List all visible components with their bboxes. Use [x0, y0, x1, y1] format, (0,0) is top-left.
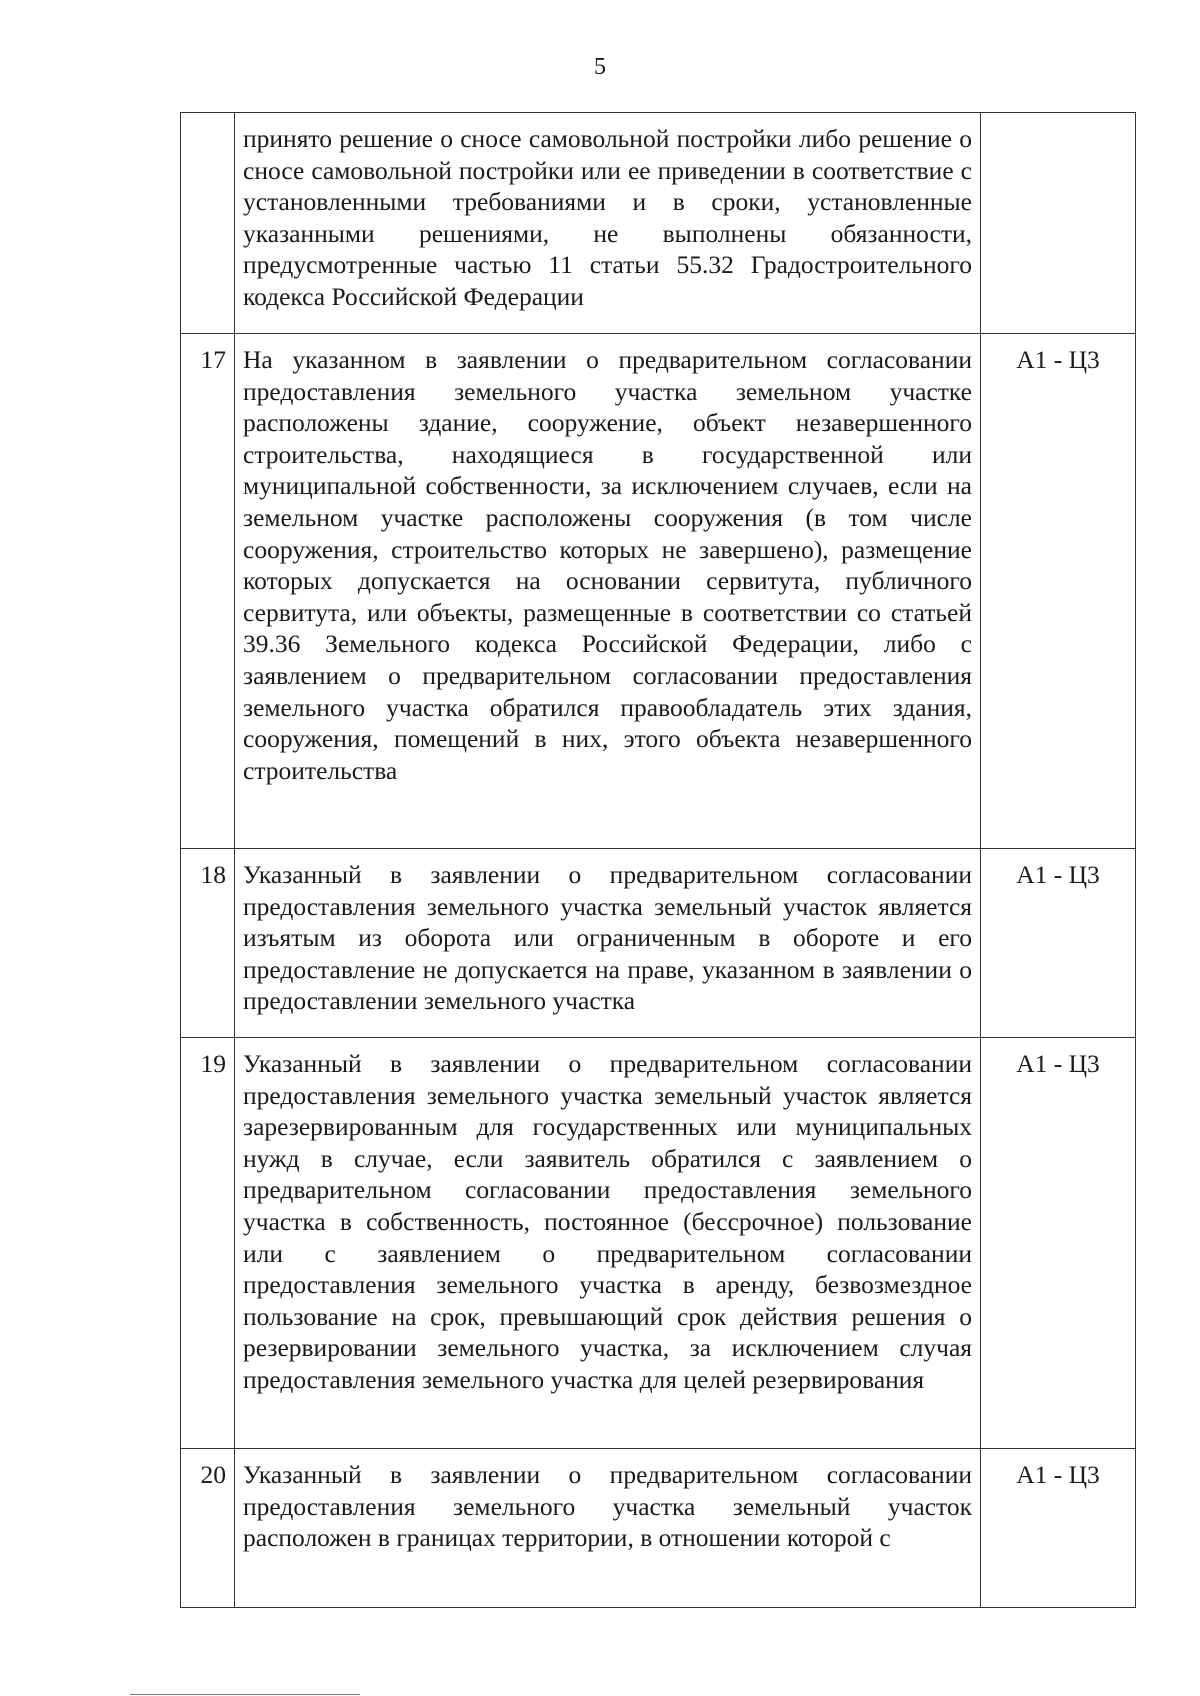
scan-mark [130, 1694, 360, 1695]
row-number: 18 [181, 849, 235, 1038]
row-number [181, 113, 235, 334]
table-row [181, 334, 1136, 849]
table-row [181, 849, 1136, 1038]
row-number: 17 [181, 334, 235, 849]
table-row [181, 113, 1136, 334]
page-number: 5 [594, 54, 606, 80]
row-code [981, 113, 1136, 334]
row-text: Указанный в заявлении о предварительном согласовании предоставления земельного участка земельный участок является изъятым из оборота или ограниченным в обороте и его предоставление не допускается на праве, указанном в заявлении о предоставлении земельного участка [235, 849, 981, 1038]
row-code: А1 - Ц3 [981, 334, 1136, 849]
row-number: 20 [181, 1449, 235, 1608]
row-number: 19 [181, 1038, 235, 1449]
row-text: Указанный в заявлении о предварительном согласовании предоставления земельного участка земельный участок расположен в границах территории, в отношении которой с [235, 1449, 981, 1608]
grounds-table [180, 112, 1136, 1608]
table-row [181, 1449, 1136, 1608]
row-code: А1 - Ц3 [981, 1038, 1136, 1449]
row-code: А1 - Ц3 [981, 849, 1136, 1038]
row-text: Указанный в заявлении о предварительном согласовании предоставления земельного участка земельный участок является зарезервированным для государственных или муниципальных нужд в случае, если заявитель обратился с заявлением о предварительном согласовании предоставления земельного участка в собственность, постоянное (бессрочное) пользование или с заявлением о предварительном согласовании предоставления земельного участка в аренду, безвозмездное пользование на срок, превышающий срок действия решения о резервировании земельного участка, за исключением случая предоставления земельного участка для целей резервирования [235, 1038, 981, 1449]
row-text: принято решение о сносе самовольной постройки либо решение о сносе самовольной постройки или ее приведении в соответствие с установленными требованиями и в сроки, установленные указанными решениями, не выполнены обязанности, предусмотренные частью 11 статьи 55.32 Градостроительного кодекса Российской Федерации [235, 113, 981, 334]
table-row [181, 1038, 1136, 1449]
row-code: А1 - Ц3 [981, 1449, 1136, 1608]
row-text: На указанном в заявлении о предварительном согласовании предоставления земельного участка земельном участке расположены здание, сооружение, объект незавершенного строительства, находящиеся в государственной или муниципальной собственности, за исключением случаев, если на земельном участке расположены сооружения (в том числе сооружения, строительство которых не завершено), размещение которых допускается на основании сервитута, публичного сервитута, или объекты, размещенные в соответствии со статьей 39.36 Земельного кодекса Российской Федерации, либо с заявлением о предварительном согласовании предоставления земельного участка обратился правообладатель этих здания, сооружения, помещений в них, этого объекта незавершенного строительства [235, 334, 981, 849]
